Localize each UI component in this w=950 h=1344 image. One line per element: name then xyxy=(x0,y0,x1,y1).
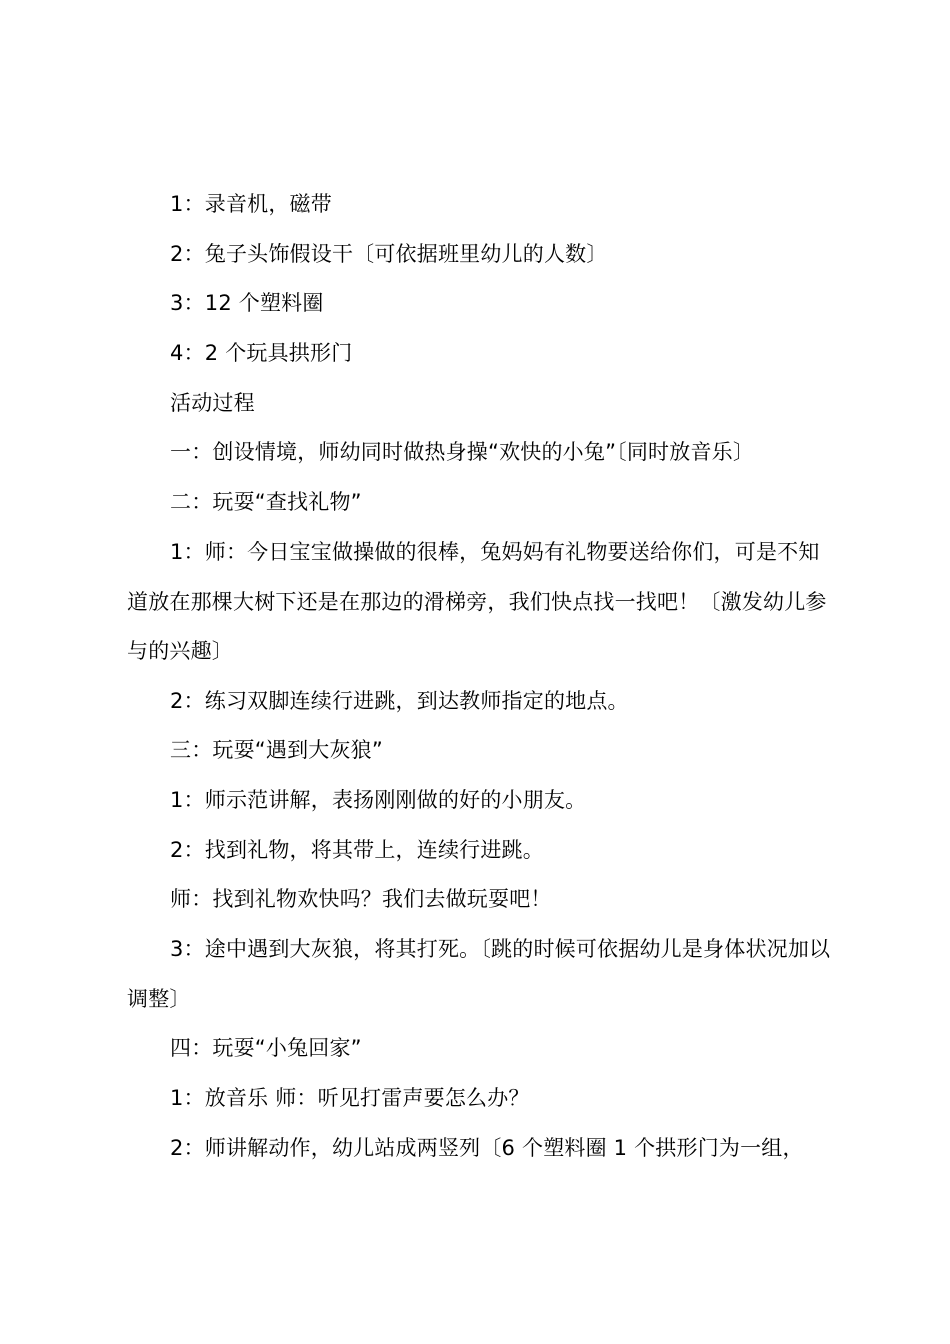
step-three-item-2: 2：找到礼物，将其带上，连续行进跳。 xyxy=(170,838,544,862)
step-two-item-1: 1：师：今日宝宝做操做的很棒，兔妈妈有礼物要送给你们，可是不知道放在那棵大树下还是在那边的滑梯旁，我们快点找一找吧！〔激发幼儿参与的兴趣〕 xyxy=(127,540,827,664)
step-one: 一：创设情境，师幼同时做热身操“欢快的小兔”〔同时放音乐〕 xyxy=(170,440,755,464)
step-four-item-2: 2：师讲解动作，幼儿站成两竖列〔6 个塑料圈 1 个拱形门为一组， xyxy=(170,1136,804,1160)
step-three-item-1: 1：师示范讲解，表扬刚刚做的好的小朋友。 xyxy=(170,788,587,812)
step-two-item-2: 2：练习双脚连续行进跳，到达教师指定的地点。 xyxy=(170,689,629,713)
teacher-dialogue: 师：找到礼物欢快吗？我们去做玩耍吧！ xyxy=(170,887,552,911)
material-item-3: 3：12 个塑料圈 xyxy=(170,291,324,315)
material-item-2: 2：兔子头饰假设干〔可依据班里幼儿的人数〕 xyxy=(170,242,608,266)
step-four-item-1: 1：放音乐 师：听见打雷声要怎么办？ xyxy=(170,1086,530,1110)
section-heading-process: 活动过程 xyxy=(170,391,255,415)
step-four-heading: 四：玩耍“小兔回家” xyxy=(170,1036,362,1060)
material-item-1: 1：录音机，磁带 xyxy=(170,192,332,216)
step-three-heading: 三：玩耍“遇到大灰狼” xyxy=(170,738,383,762)
step-three-item-3: 3：途中遇到大灰狼，将其打死。〔跳的时候可依据幼儿是身体状况加以调整〕 xyxy=(127,937,831,1011)
material-item-4: 4：2 个玩具拱形门 xyxy=(170,341,353,365)
step-two-heading: 二：玩耍“查找礼物” xyxy=(170,490,362,514)
